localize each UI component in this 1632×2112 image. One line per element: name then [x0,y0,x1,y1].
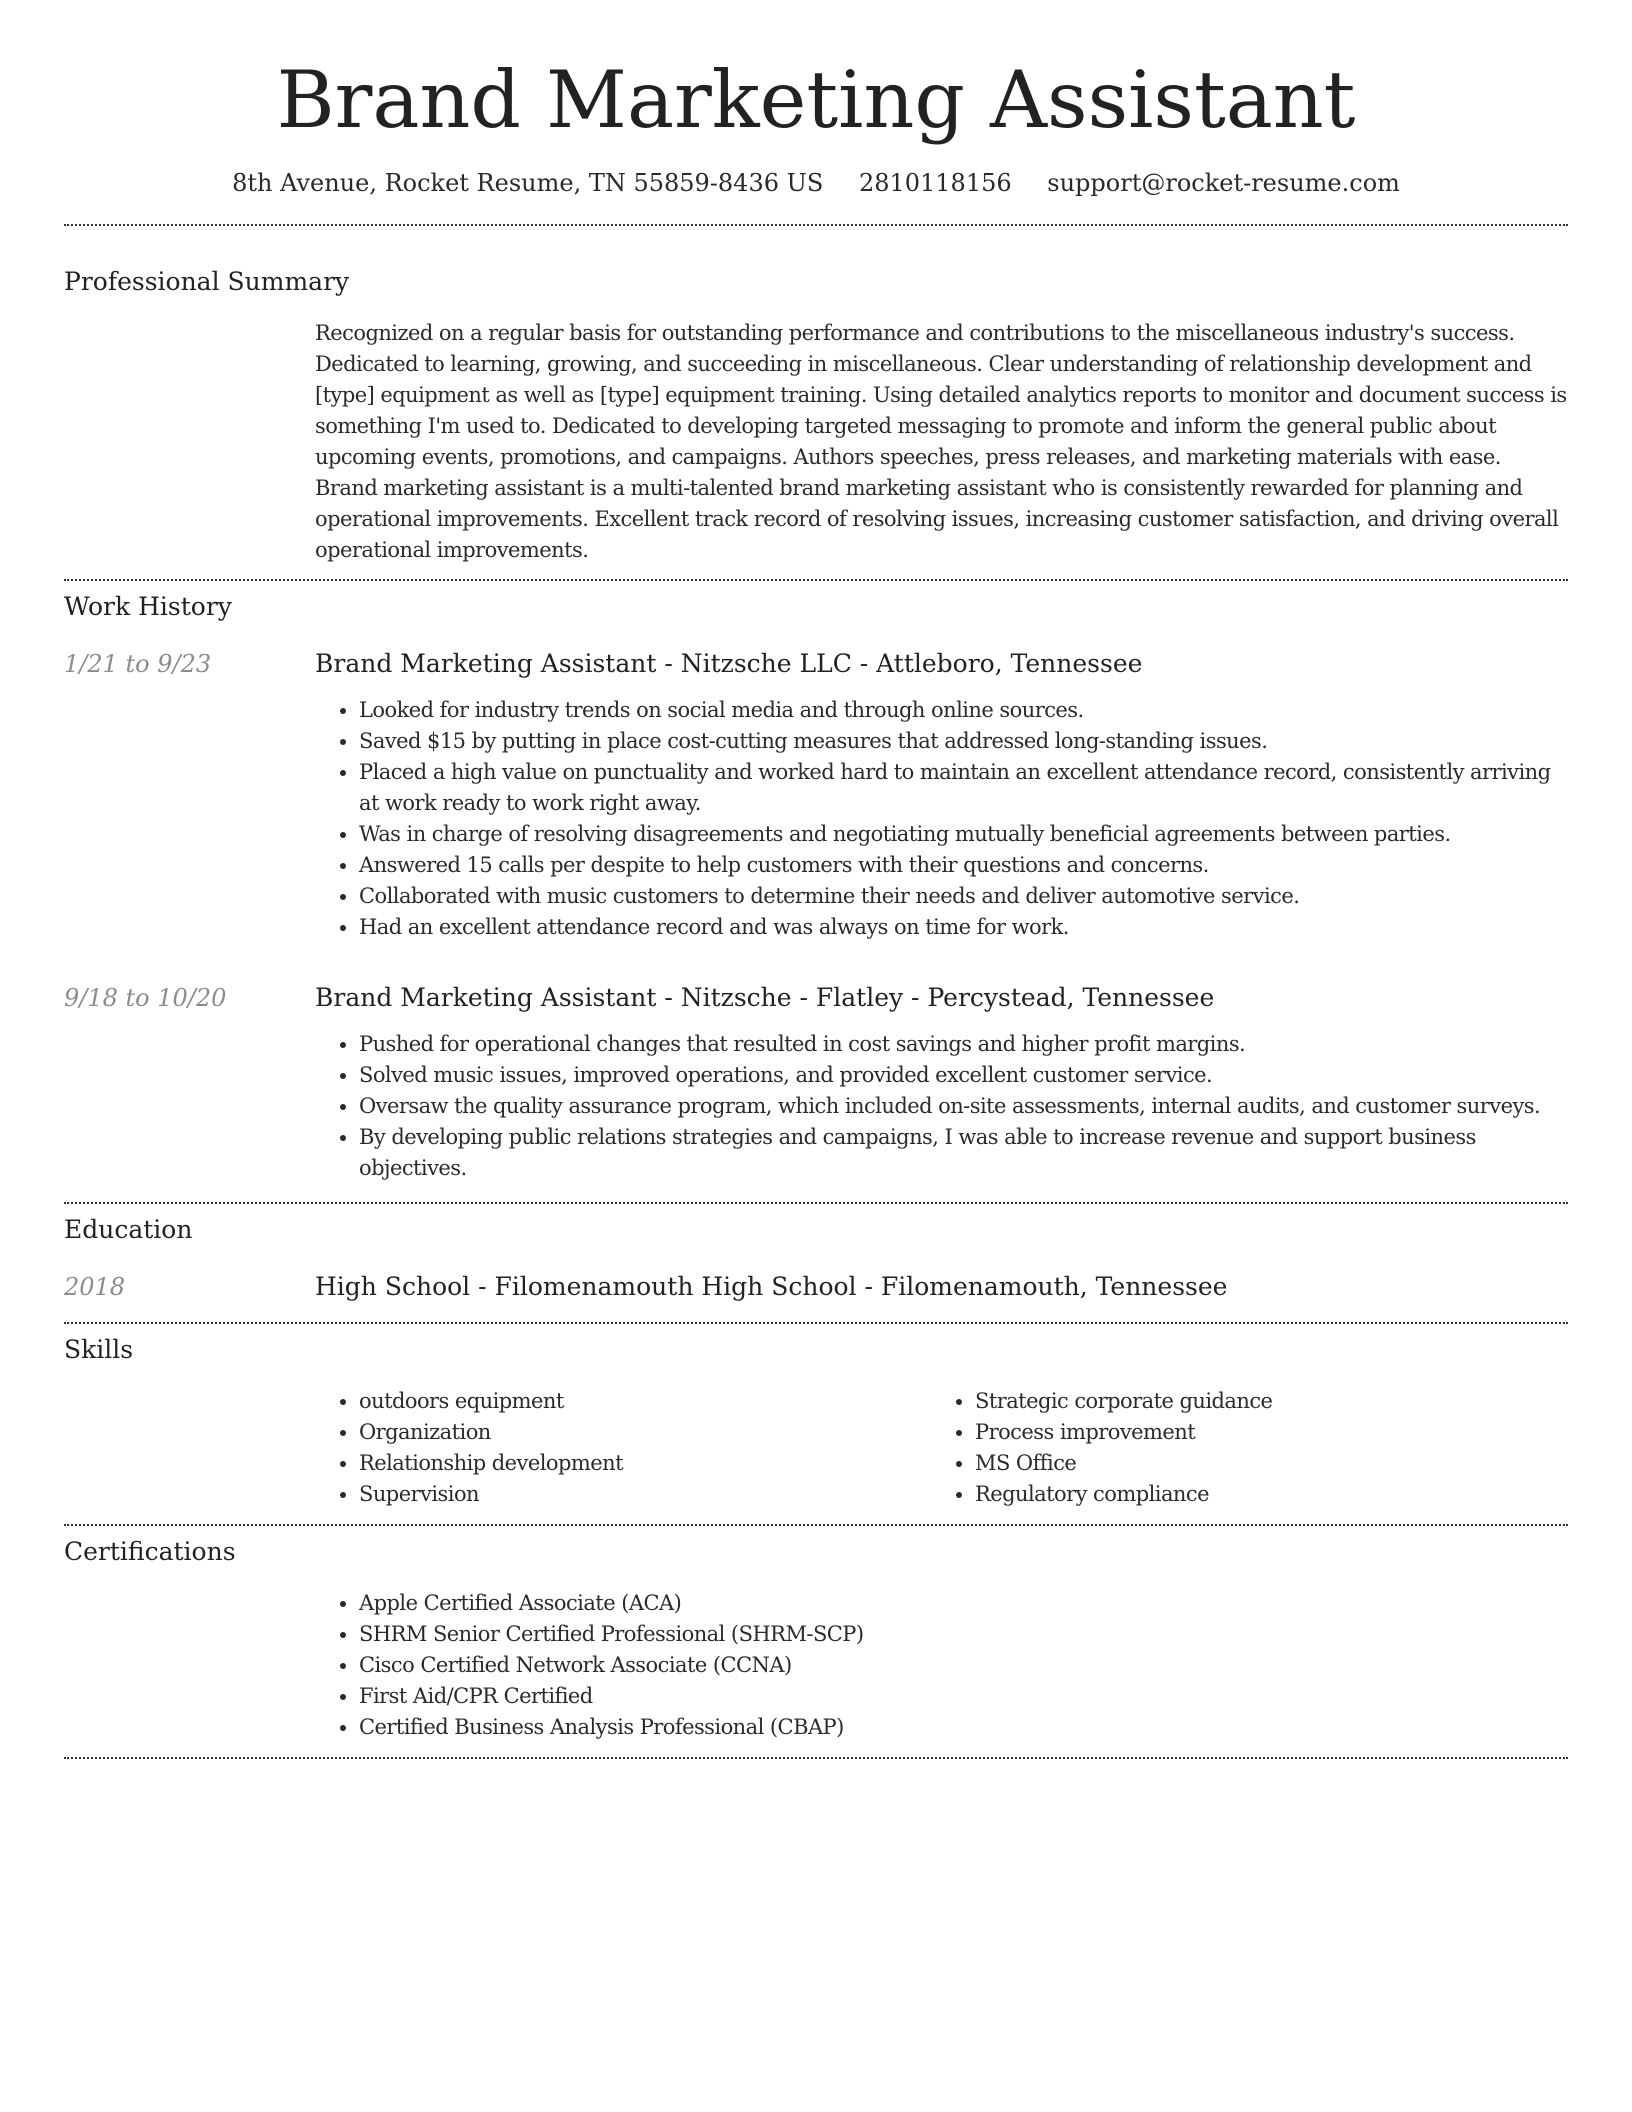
list-item: • Was in charge of resolving disagreements and negotiating mutually beneficial agreements between parties. [359,819,1568,850]
list-item: • Oversaw the quality assurance program, which included on-site assessments, internal audits, and customer surveys. [359,1091,1568,1122]
job-bullets [315,695,1568,943]
divider [64,1322,1568,1324]
certification-item: • First Aid/CPR Certified [359,1681,1568,1712]
certification-item: • SHRM Senior Certified Professional (SHRM-SCP) [359,1619,1568,1650]
skills-section [64,1334,1568,1510]
education-year: 2018 [64,1273,126,1301]
work-history-section [64,591,1568,1184]
skills-list [315,1386,931,1510]
summary-section [64,266,1568,566]
job-heading: Brand Marketing Assistant - Nitzsche - Flatley - Percystead, Tennessee [315,983,1215,1012]
list-item: • Placed a high value on punctuality and worked hard to maintain an excellent attendance record, consistently arriving at work ready to work right away. [359,757,1568,819]
divider [64,1202,1568,1204]
skill-item: • Supervision [359,1479,931,1510]
skill-item: • Strategic corporate guidance [975,1386,1547,1417]
list-item: • Pushed for operational changes that resulted in cost savings and higher profit margins. [359,1029,1568,1060]
skills-column-right [931,1386,1547,1510]
address: 8th Avenue, Rocket Resume, TN 55859-8436 US [232,169,824,197]
candidate-name: Brand Marketing Assistant [276,54,1356,146]
job-bullets [315,1029,1568,1184]
list-item: • Answered 15 calls per despite to help customers with their questions and concerns. [359,850,1568,881]
certification-item: • Apple Certified Associate (ACA) [359,1588,1568,1619]
section-title-skills: Skills [64,1335,134,1364]
list-item: • By developing public relations strategies and campaigns, I was able to increase revenue and support business objectives. [359,1122,1568,1184]
skill-item: • MS Office [975,1448,1547,1479]
divider [64,1524,1568,1526]
skill-item: • Organization [359,1417,931,1448]
divider [64,579,1568,581]
skills-columns [315,1386,1568,1510]
list-item: • Had an excellent attendance record and was always on time for work. [359,912,1568,943]
section-title-certifications: Certifications [64,1537,236,1566]
section-title-education: Education [64,1215,193,1244]
skill-item: • Regulatory compliance [975,1479,1547,1510]
list-item: • Collaborated with music customers to determine their needs and deliver automotive service. [359,881,1568,912]
resume-header [64,52,1568,200]
section-title-work-history: Work History [64,592,232,621]
list-item: • Looked for industry trends on social media and through online sources. [359,695,1568,726]
certifications-list [315,1588,1568,1743]
divider [64,224,1568,226]
job-dates: 9/18 to 10/20 [64,984,227,1012]
education-entry [64,1270,1568,1304]
skill-item: • Process improvement [975,1417,1547,1448]
phone: 2810118156 [858,169,1012,197]
skills-column-left [315,1386,931,1510]
list-item: • Saved $15 by putting in place cost-cutting measures that addressed long-standing issues. [359,726,1568,757]
certifications-section [64,1536,1568,1743]
job-heading: Brand Marketing Assistant - Nitzsche LLC - Attleboro, Tennessee [315,649,1143,678]
resume-page [64,0,1568,1759]
certification-item: • Certified Business Analysis Professional (CBAP) [359,1712,1568,1743]
skills-list [931,1386,1547,1510]
skill-item: • outdoors equipment [359,1386,931,1417]
list-item: • Solved music issues, improved operations, and provided excellent customer service. [359,1060,1568,1091]
section-title-summary: Professional Summary [64,267,350,296]
job-dates: 1/21 to 9/23 [64,650,212,678]
education-section [64,1214,1568,1304]
divider [64,1757,1568,1759]
contact-line [64,166,1568,200]
job-entry [64,647,1568,943]
job-entry [64,981,1568,1184]
education-heading: High School - Filomenamouth High School - Filomenamouth, Tennessee [315,1272,1228,1301]
skill-item: • Relationship development [359,1448,931,1479]
summary-text: Recognized on a regular basis for outstanding performance and contributions to the miscellaneous industry's success. Dedicated to learning, growing, and succeeding in miscellaneous. Clear understanding of relationship development and [type] equipment as well as [type] equipment training. Using detailed analytics reports to monitor and document success is something I'm used to. Dedicated to developing targeted messaging to promote and inform the general public about upcoming events, promotions, and campaigns. Authors speeches, press releases, and marketing materials with ease. Brand marketing assistant is a multi-talented brand marketing assistant who is consistently rewarded for planning and operational improvements. Excellent track record of resolving issues, increasing customer satisfaction, and driving overall operational improvements. [315,321,1567,562]
email: support@rocket-resume.com [1047,169,1400,197]
certification-item: • Cisco Certified Network Associate (CCNA) [359,1650,1568,1681]
